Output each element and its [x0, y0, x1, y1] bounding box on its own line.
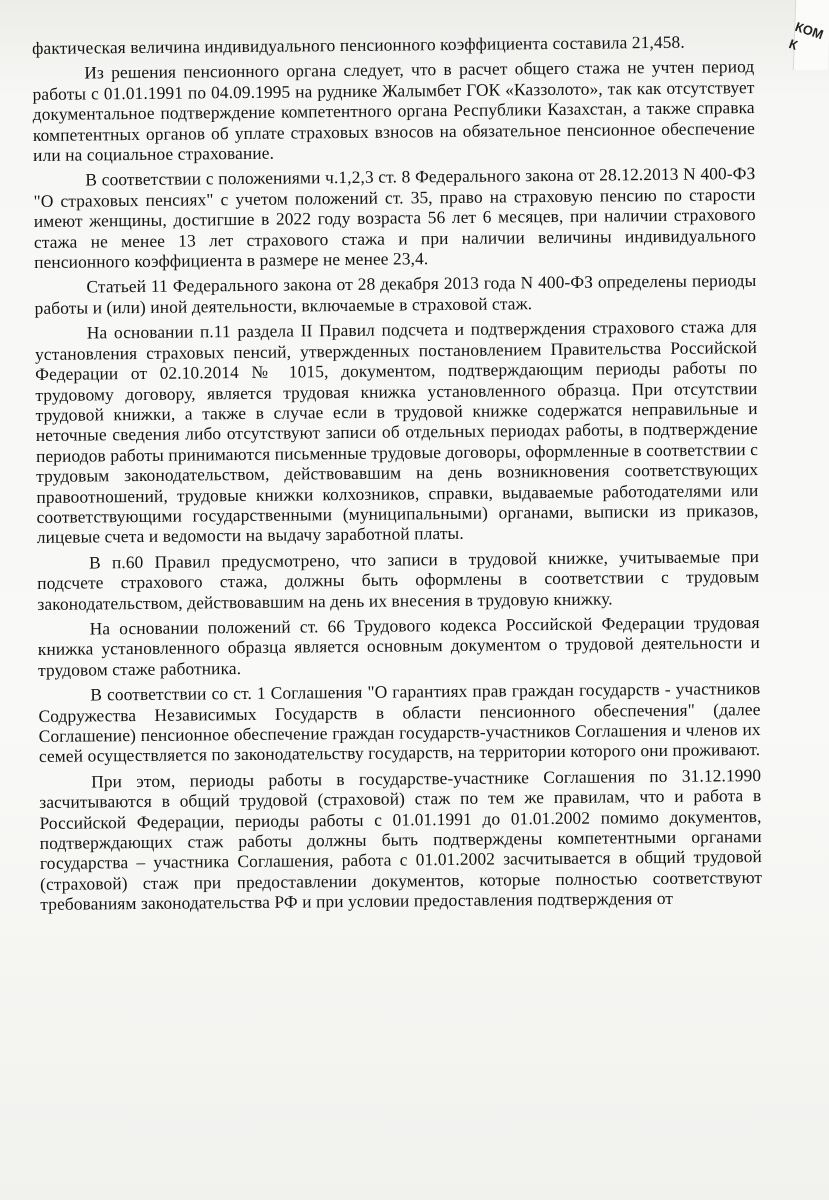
- paragraph-3: В соответствии с положениями ч.1,2,3 ст. 8 Федерального закона от 28.12.2013 N 400-ФЗ "О страховых пенсиях" с учетом положений ст. 35, право на страховую пенсию по старости имеют женщины, достигшие в 2022 году возраста 56 лет 6 месяцев, при наличии страхового стажа не менее 13 лет страхового стажа и при наличии величины индивидуального пенсионного коэффициента в размере не менее 23,4.: [33, 163, 757, 273]
- document-body: [32, 31, 762, 920]
- paragraph-1: фактическая величина индивидуального пенсионного коэффициента составила 21,458.: [32, 31, 685, 58]
- paragraph-8: В соответствии со ст. 1 Соглашения "О гарантиях прав граждан государств - участников Содружества Независимых Государств в области пенсионного обеспечения" (далее Соглашение) пенсионное обеспечение граждан государств-участников Соглашения и членов их семей осуществляется по законодательству государств, на территории которого они проживают.: [38, 678, 761, 767]
- adjacent-page-edge: [787, 0, 829, 70]
- paragraph-9: При этом, периоды работы в государстве-участнике Соглашения по 31.12.1990 засчитываются в общий трудовой (страховой) стаж по тем же правилам, что и работа в Российской Федерации, периоды работы с 01.01.1991 до 01.01.2002 помимо документов, подтверждающих стаж работы должны быть подтверждены компетентными органами государства – участника Соглашения, работа с 01.01.2002 засчитывается в общий трудовой (страховой) стаж при предоставлении документов, которые полностью соответствуют требованиям законодательства РФ и при условии предоставления подтверждения от: [39, 764, 763, 915]
- paragraph-2: Из решения пенсионного органа следует, что в расчет общего стажа не учтен период работы с 01.01.1991 по 04.09.1995 на руднике Жалымбет ГОК «Каззолото», так как отсутствует документальное подтверждение компетентного органа Республики Казахстан, а также справка компетентных органов об уплате страховых взносов на обязательное пенсионное обеспечение или на социальное страхование.: [32, 56, 755, 166]
- paragraph-6: В п.60 Правил предусмотрено, что записи в трудовой книжке, учитываемые при подсчете страхового стажа, должны быть оформлены в соответствии с трудовым законодательством, действовавшим на день их внесения в трудовую книжку.: [37, 545, 760, 614]
- adjacent-page-text: КОМ К: [787, 18, 826, 53]
- paragraph-5: На основании п.11 раздела II Правил подсчета и подтверждения страхового стажа для установления страховых пенсий, утвержденных постановлением Правительства Российской Федерации от 02.10.2014 № 1015, документом, подтверждающим периоды работы по трудовому договору, является трудовая книжка установленного образца. При отсутствии трудовой книжки, а также в случае если в трудовой книжке содержатся неправильные и неточные сведения либо отсутствуют записи об отдельных периодах работы, в подтверждение периодов работы принимаются письменные трудовые договоры, оформленные в соответствии с трудовым законодательством, действовавшим на день возникновения соответствующих правоотношений, трудовые книжки колхозников, справки, выдаваемые работодателями или соответствующими государственными (муниципальными) органами, выписки из приказов, лицевые счета и ведомости на выдачу заработной платы.: [34, 316, 759, 548]
- paragraph-4: Статьей 11 Федерального закона от 28 декабря 2013 года N 400-ФЗ определены периоды работы и (или) иной деятельности, включаемые в страховой стаж.: [34, 270, 757, 318]
- paragraph-7: На основании положений ст. 66 Трудового кодекса Российской Федерации трудовая книжка установленного образца является основным документом о трудовой деятельности и трудовом стаже работника.: [37, 612, 760, 680]
